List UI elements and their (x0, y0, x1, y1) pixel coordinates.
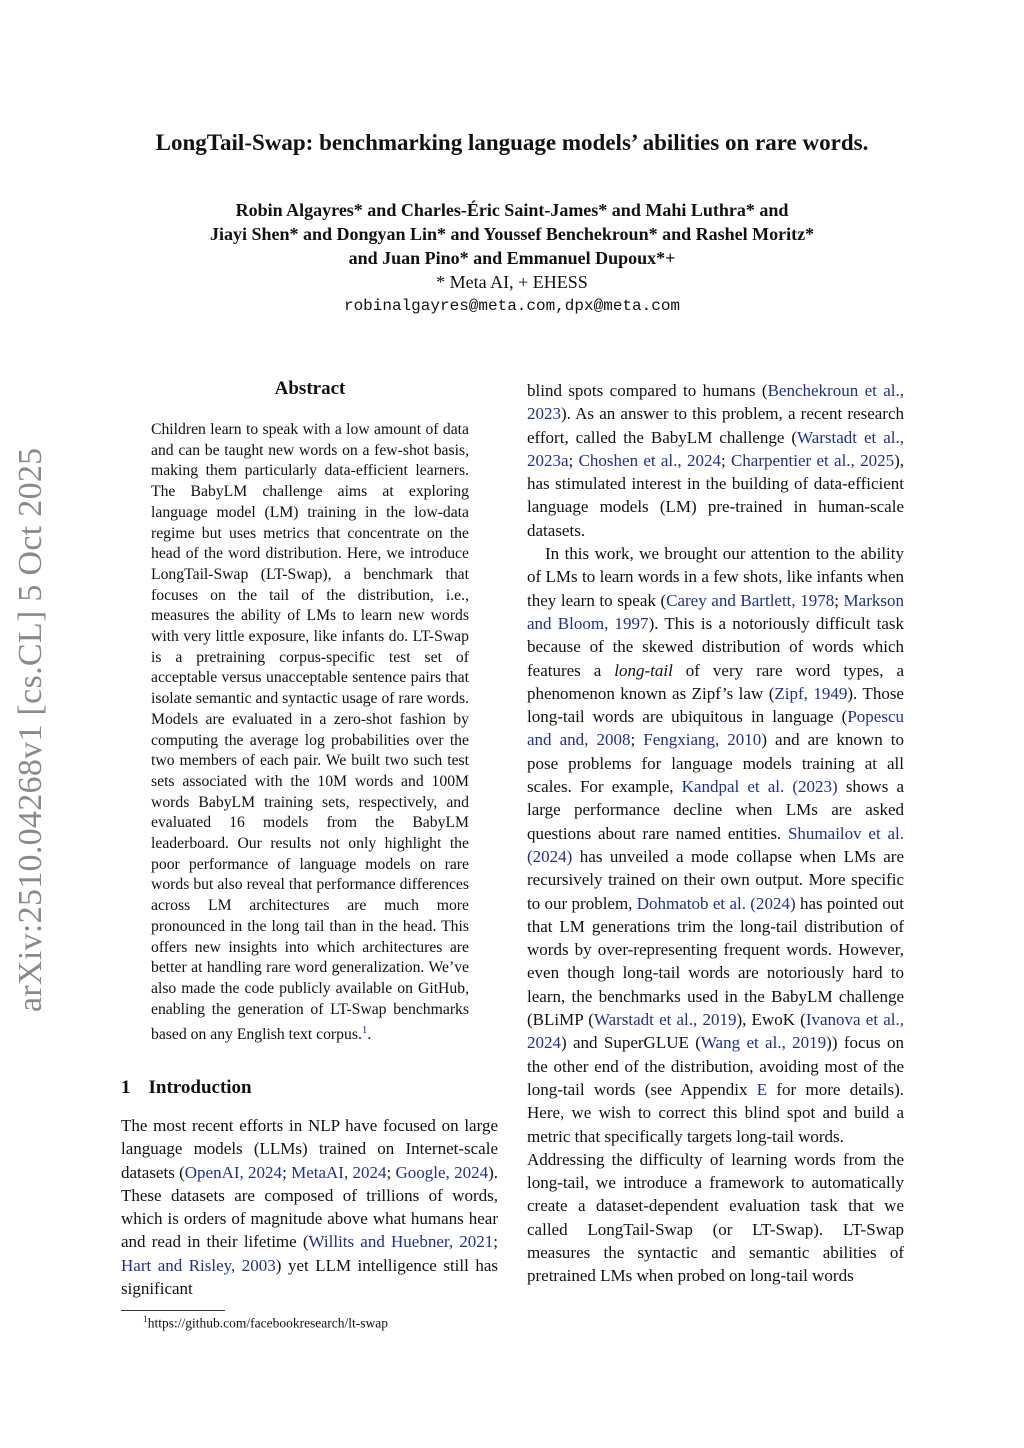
citation-link[interactable]: Shumailov et al. (2024) (527, 823, 904, 866)
section-heading-introduction (121, 1077, 252, 1099)
text: has pointed out that LM generations trim the long-tail distribution of words by over-representing frequent words. However, even though long-tail words are notoriously hard to learn, the benchmarks used in the BabyLM challenge (BLiMP ( (527, 893, 904, 1030)
section-title: Introduction (148, 1077, 252, 1098)
footnote-marker[interactable]: 1 (361, 1024, 368, 1037)
text: ; (720, 450, 731, 470)
footnote-url[interactable]: https://github.com/facebookresearch/lt-swap (147, 1315, 389, 1331)
citation-link[interactable]: Choshen et al., 2024 (578, 450, 721, 470)
text: ; (493, 1232, 498, 1252)
intro-left-column (121, 1114, 498, 1300)
text: ) and are known to pose problems for language models training at all scales. For example, (527, 730, 904, 797)
citation-link[interactable]: MetaAI, 2024 (291, 1162, 387, 1182)
intro-paragraph-3: Addressing the difficulty of learning words from the long-tail, we introduce a framework to automatically create a dataset-dependent evaluation task that we called LongTail-Swap (or LT-Swap). LT-Swap measures the syntactic and semantic abilities of pretrained LMs when probed on long-tail words (527, 1149, 904, 1286)
citation-link[interactable]: Willits and Huebner, 2021 (308, 1232, 494, 1252)
author-block (0, 198, 1024, 318)
text: ). This is a notoriously difficult task because of the skewed distribution of words which features a (527, 613, 904, 680)
text: The most recent efforts in NLP have focused on large language models (LLMs) trained on Internet-scale datasets ( (121, 1116, 498, 1182)
text: )) focus on the other end of the distribution, avoiding most of the long-tail words (see Appendix (527, 1033, 904, 1099)
affiliation: * Meta AI, + EHESS (436, 272, 588, 292)
appendix-link[interactable]: E (756, 1079, 768, 1099)
citation-link[interactable]: Hart and Risley, 2003 (121, 1255, 276, 1275)
citation-link[interactable]: Popescu and and, 2008 (527, 707, 904, 750)
text: for more details). Here, we wish to correct this blind spot and build a metric that specifically targets long-tail words. (527, 1079, 904, 1146)
citation-link[interactable]: OpenAI, 2024 (184, 1162, 283, 1182)
text: ; (834, 590, 844, 610)
citation-link[interactable]: Ivanova et al., 2024 (527, 1010, 904, 1053)
text: ), has stimulated interest in the building of data-efficient language models (LM) pre-trained in human-scale datasets. (527, 450, 904, 540)
text: ) and SuperGLUE ( (561, 1033, 701, 1053)
citation-link[interactable]: Fengxiang, 2010 (643, 730, 762, 750)
citation-link[interactable]: Dohmatob et al. (2024) (636, 893, 796, 913)
citation-link[interactable]: Zipf, 1949 (774, 683, 848, 703)
text: ; (568, 450, 579, 470)
text: ) yet LLM intelligence still has significant (121, 1255, 498, 1299)
text: ). As an answer to this problem, a recent research effort, called the BabyLM challenge ( (527, 404, 904, 447)
footnote (143, 1315, 388, 1332)
citation-link[interactable]: Kandpal et al. (2023) (681, 777, 838, 797)
abstract-heading: Abstract (274, 378, 346, 399)
text: ; (386, 1162, 396, 1182)
text: blind spots compared to humans ( (527, 381, 768, 400)
text: ; (630, 730, 644, 750)
text: of very rare word types, a phenomenon known as Zipf’s law ( (527, 660, 904, 703)
text: shows a large performance decline when LMs are asked questions about rare named entities. (527, 777, 904, 843)
citation-link[interactable]: Google, 2024 (395, 1162, 489, 1182)
intro-paragraph-1 (527, 379, 904, 542)
intro-right-column (527, 379, 904, 1288)
paper-title: LongTail-Swap: benchmarking language models’ abilities on rare words. (155, 130, 869, 155)
citation-link[interactable]: Warstadt et al., 2019 (593, 1010, 737, 1030)
text: ; (282, 1162, 292, 1182)
abstract-text: Children learn to speak with a low amount of data and can be taught new words on a few-shot basis, making them particularly data-efficient learners. The BabyLM challenge aims at exploring language model (LM) training in the low-data regime but uses metrics that concentrate on the head of the word distribution. Here, we introduce LongTail-Swap (LT-Swap), a benchmark that focuses on the tail of the distribution, i.e., measures the ability of LMs to learn new words with very little exposure, like infants do. LT-Swap is a pretraining corpus-specific test set of acceptable versus unacceptable sentence pairs that isolate semantic and syntactic usage of rare words. Models are evaluated in a zero-shot fashion by computing the average log probabilities over the two members of each pair. We built two such test sets associated with the 10M words and 100M words BabyLM training sets, respectively, and evaluated 16 models from the BabyLM leaderboard. Our results not only highlight the poor performance of language models on rare words but also reveal that performance differences across LM architectures are much more pronounced in the long tail than in the head. This offers new insights into which architectures are better at handling rare word generalization. We’ve also made the code publicly available on GitHub, enabling the generation of LT-Swap benchmarks based on any English text corpus. (151, 421, 469, 1044)
contact-email[interactable]: robinalgayres@meta.com,dpx@meta.com (343, 297, 681, 315)
citation-link[interactable]: Benchekroun et al., 2023 (527, 381, 904, 424)
text: ), EwoK ( (736, 1010, 806, 1030)
arxiv-identifier-stamp: arXiv:2510.04268v1 [cs.CL] 5 Oct 2025 (12, 447, 49, 1012)
citation-link[interactable]: Markson and Bloom, 1997 (527, 590, 904, 633)
author-line-1: Robin Algayres* and Charles-Éric Saint-James* and Mahi Luthra* and (235, 200, 789, 220)
section-number: 1 (121, 1077, 131, 1098)
citation-link[interactable]: Charpentier et al., 2025 (730, 450, 895, 470)
text: ). These datasets are composed of trillions of words, which is orders of magnitude above what humans hear and read in their lifetime ( (121, 1162, 498, 1252)
abstract-end: . (367, 1026, 372, 1044)
footnote-divider (121, 1310, 225, 1311)
text: ). Those long-tail words are ubiquitous in language ( (527, 683, 904, 727)
citation-link[interactable]: Wang et al., 2019 (700, 1033, 827, 1053)
citation-link[interactable]: Warstadt et al., 2023a (527, 427, 904, 470)
citation-link[interactable]: Carey and Bartlett, 1978 (666, 590, 835, 610)
intro-paragraph-2 (527, 542, 904, 1148)
author-line-3: and Juan Pino* and Emmanuel Dupoux*+ (348, 248, 676, 268)
footnote-number: 1 (143, 1315, 148, 1325)
emphasis: long-tail (614, 660, 673, 680)
abstract-body (151, 420, 469, 1046)
text: has unveiled a mode collapse when LMs are recursively trained on their own output. More specific to our problem, (527, 846, 904, 913)
text: In this work, we brought our attention to the ability of LMs to learn words in a few shots, like infants when they learn to speak ( (527, 544, 904, 610)
author-line-2: Jiayi Shen* and Dongyan Lin* and Youssef Benchekroun* and Rashel Moritz* (209, 224, 815, 244)
